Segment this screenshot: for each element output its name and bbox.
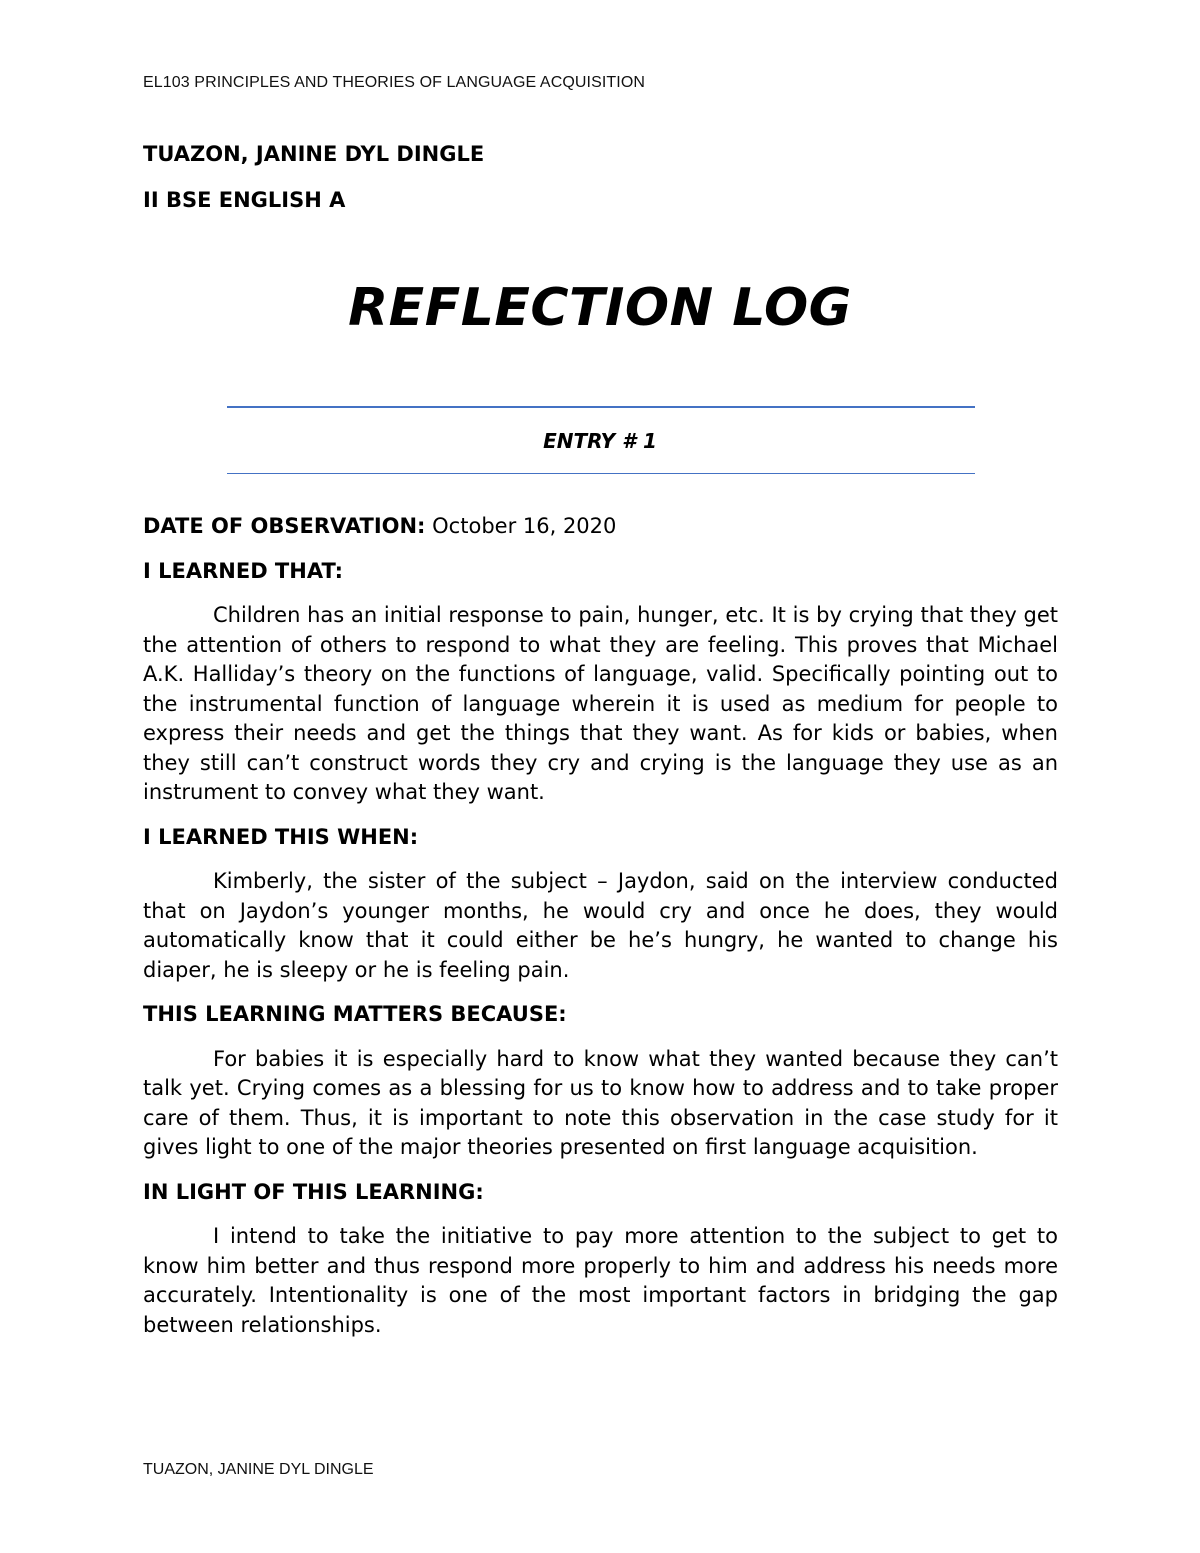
section-heading-in-light: IN LIGHT OF THIS LEARNING:: [143, 1179, 484, 1204]
entry-content: [143, 512, 1058, 1340]
section-body-learned-that: Children has an initial response to pain, hunger, etc. It is by crying that they get the attention of others to respond to what they are feeling. This proves that Michael A.K. Halliday’s theory on the functions of language, valid. Specifically pointing out to the instrumental function of language wherein it is used as medium for people to express their needs and get the things that they want. As for kids or babies, when they still can’t construct words they cry and crying is the language they use as an instrument to convey what they want.: [143, 603, 1058, 804]
page-header-course: EL103 PRINCIPLES AND THEORIES OF LANGUAGE ACQUISITION: [143, 74, 646, 91]
document-title: REFLECTION LOG: [348, 278, 852, 338]
observation-date-value: October 16, 2020: [432, 514, 617, 538]
observation-date-row: [143, 512, 1058, 542]
section-body-learned-when: Kimberly, the sister of the subject – Jaydon, said on the interview conducted that on Jaydon’s younger months, he would cry and once he does, they would automatically know that it could either be he’s hungry, he wanted to change his diaper, he is sleepy or he is feeling pain.: [143, 869, 1058, 982]
page-footer-name: TUAZON, JANINE DYL DINGLE: [143, 1461, 374, 1478]
entry-label: ENTRY # 1: [543, 429, 657, 453]
section-heading-learned-that: I LEARNED THAT:: [143, 558, 344, 583]
entry-top-divider: [227, 406, 975, 408]
entry-bottom-divider: [227, 473, 975, 474]
observation-date-label: DATE OF OBSERVATION:: [143, 514, 426, 538]
section-heading-matters-because: THIS LEARNING MATTERS BECAUSE:: [143, 1002, 567, 1026]
section-heading-learned-when: I LEARNED THIS WHEN:: [143, 824, 419, 849]
section-body-matters-because: For babies it is especially hard to know what they wanted because they can’t talk yet. Crying comes as a blessing for us to know how to address and to take proper care of them. Thus, it is important to note this observation in the case study for it gives light to one of the major theories presented on first language acquisition.: [143, 1046, 1058, 1159]
student-name: TUAZON, JANINE DYL DINGLE: [143, 142, 485, 166]
section-body-in-light: I intend to take the initiative to pay more attention to the subject to get to know him better and thus respond more properly to him and address his needs more accurately. Intentionality is one of the most important factors in bridging the gap between relationships.: [143, 1224, 1058, 1337]
student-class: II BSE ENGLISH A: [143, 188, 346, 212]
